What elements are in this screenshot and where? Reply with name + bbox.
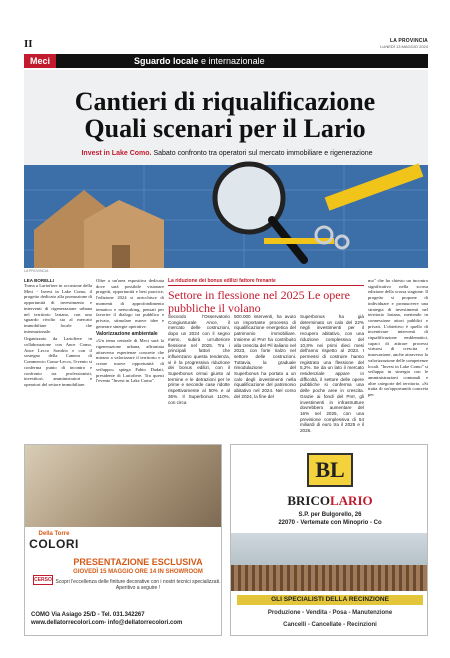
page-number: II xyxy=(24,38,33,50)
paragraph: Organizzato da Lariofiere in collaborazione con Ance Como, Ance Lecco Sondrio e con il sostegno della Camera di Commercio Como-Lecco, l'evento si conferma punto di incontro e confronto tra professionisti, investitori, amministratori e operatori del settore immobiliare. xyxy=(24,336,92,387)
promo-description: Scopri l'eccellenza delle finiture decorative con i nostri tecnici specializzati. Aperitivo a seguire ! xyxy=(55,579,221,591)
ad-photo xyxy=(25,445,222,527)
article-body xyxy=(24,278,428,440)
article-column-2 xyxy=(96,278,164,438)
subheading: Valorizzazione ambientale xyxy=(96,331,158,338)
box-column-3: Superbonus ha già determinato un calo del 22% negli investimenti per il recupero abitativo, con una riduzione complessiva del 10,8% nei primi dieci mesi dell'anno rispetto al 2023. I permessi di costruire hanno registrato una flessione del 5,2%. Se da un lato il mercato residenziale appare in difficoltà, il settore delle opere pubbliche si conferma una delle poche aree in crescita. Grazie ai fondi del Pnrr, gli investimenti in infrastrutture dovrebbero aumentare del 16% nel 2025, con una previsione complessiva di 54 miliardi di euro tra il 2025 e il 2026. xyxy=(300,314,364,434)
hero-image xyxy=(24,70,428,268)
article-column-5: mo" che ha chiesto un incontro significativo nella scorsa edizione della scorsa stagione. Il progetto si propone di individuare e promuovere una strategia di investimenti nel territorio lariano, mettendo in connessione attori pubblici e privati. L'obiettivo è quello di incentivare interventi di riqualificazione emblematici, capaci di attirare processi virtuosi di crescita e innovazione, anche attraverso la valorizzazione delle competenze locali. "Invest in Lake Como" si sviluppa in sinergia con le amministrazioni comunali e altre categorie del territorio. «Si tratta di un'opportunità concreta per xyxy=(368,278,428,398)
paragraph: Oltre a un'area espositiva dedicata dove sarà possibile visionare progetti, opportunità e best practice, l'edizione 2024 si arricchisce di momenti di approfondimento tematico e networking, pensati per favorire il dialogo tra pubblico e privato, stimolare nuove idee e generare sinergie operative. xyxy=(96,278,164,329)
specialists-banner: GLI SPECIALISTI DELLA RECINZIONE xyxy=(237,595,423,605)
masthead xyxy=(380,38,428,49)
section-tag: Meci xyxy=(24,54,56,68)
products-line: Cancelli - Cancellate - Recinzioni xyxy=(283,622,377,628)
sidebar-box xyxy=(168,278,364,438)
della-torre-logo: Della Torre COLORI xyxy=(29,531,79,551)
bricolario-logo: BL xyxy=(307,453,353,487)
fence-graphic xyxy=(231,565,428,591)
promo-text xyxy=(55,557,221,591)
promo-title: PRESENTAZIONE ESCLUSIVA xyxy=(73,557,203,567)
box-title: Settore in flessione nel 2025 Le opere pubbliche il volano xyxy=(168,288,350,315)
advertisement-bricolario[interactable] xyxy=(230,444,428,636)
headline: Cantieri di riqualificazione Quali scenari per il Lario xyxy=(74,87,376,143)
box-kicker: La riduzione dei bonus edilizi fattore frenante xyxy=(168,278,364,286)
contact-web[interactable]: www.dellatorrecolori.com- info@dellatorrecolori.com xyxy=(31,620,183,626)
issue-date: LUNEDÌ 13 MAGGIO 2024 xyxy=(380,44,428,49)
article-column-1 xyxy=(24,278,92,438)
ad-contact xyxy=(31,611,217,627)
photo-credit: LA PROVINCIA xyxy=(24,269,49,273)
contact-address: COMO Via Asiago 25/D - Tel. 031.342267 xyxy=(31,612,145,618)
promo-date: GIOVEDÌ 15 MAGGIO ORE 14 IN SHOWROOM xyxy=(73,569,203,575)
box-column-1: Secondo l'Osservatorio Congiunturale Ance, il mercato delle costruzioni, dopo un 2024 con il segno meno, subirà un'ulteriore flessione nel 2025. Tra i principali fattori che influenzano questa tendenza, vi è la progressiva riduzione dei bonus edilizi, con il Superbonus ormai giunto al termine e le detrazioni per le prime e seconde case ridotte rispettivamente al 50% e al 36%. Il Superbonus 110%, con circa xyxy=(168,314,230,405)
paragraph: Torna a Lariofiere in occasione della Meci - Invest in Lake Como, il progetto dedicato alla promozione di opportunità di investimento e interventi di rigenerazione urbana nel territorio lariano, con uno sguardo rivolto sia al mercato immobiliare locale che internazionale. xyxy=(24,283,92,334)
publication-name: LA PROVINCIA xyxy=(389,38,428,44)
box-column-2: 500.000 interventi, ha avuto un importante processo di riqualificazione energetica del patrimonio immobiliare. Insieme al Pnrr ha contribuito alla crescita del Pil italiano nel 2023, con forte rialzo nel settore delle costruzioni. Tuttavia, la graduale rimodulazione del Superbonus ha portato a un calo degli investimenti nella riqualificazione del patrimonio abitativo nel 2024. Nel corso del 2024, la fine del xyxy=(234,314,296,399)
subheadline: Invest in Lake Como. Sabato confronto tra operatori sul mercato immobiliare e rigenerazione xyxy=(81,150,373,157)
section-bar xyxy=(24,54,428,68)
section-title: Sguardo locale e internazionale xyxy=(134,56,265,66)
bricolario-address: S.P. per Bulgorello, 26 22070 - Vertemate con Minoprio - Co xyxy=(278,512,382,526)
paragraph: «Un tema centrale di Meci sarà la rigenerazione urbana, affrontata attraverso esperienze concrete che mirano a valorizzare il territorio e a creare nuove opportunità di sviluppo» spiega Fabio Dadati, presidente di Lariofiere. Tra questi l'evento "Invest in Lake Como". xyxy=(96,338,164,384)
advertisement-della-torre[interactable] xyxy=(24,444,222,636)
services-line: Produzione - Vendita - Posa - Manutenzione xyxy=(267,610,393,616)
page-header xyxy=(24,38,428,50)
cerso-badge: CERSO xyxy=(34,577,52,583)
bricolario-name: BRICOLARIO xyxy=(287,493,373,508)
byline: LEA BORELLI xyxy=(24,278,54,283)
